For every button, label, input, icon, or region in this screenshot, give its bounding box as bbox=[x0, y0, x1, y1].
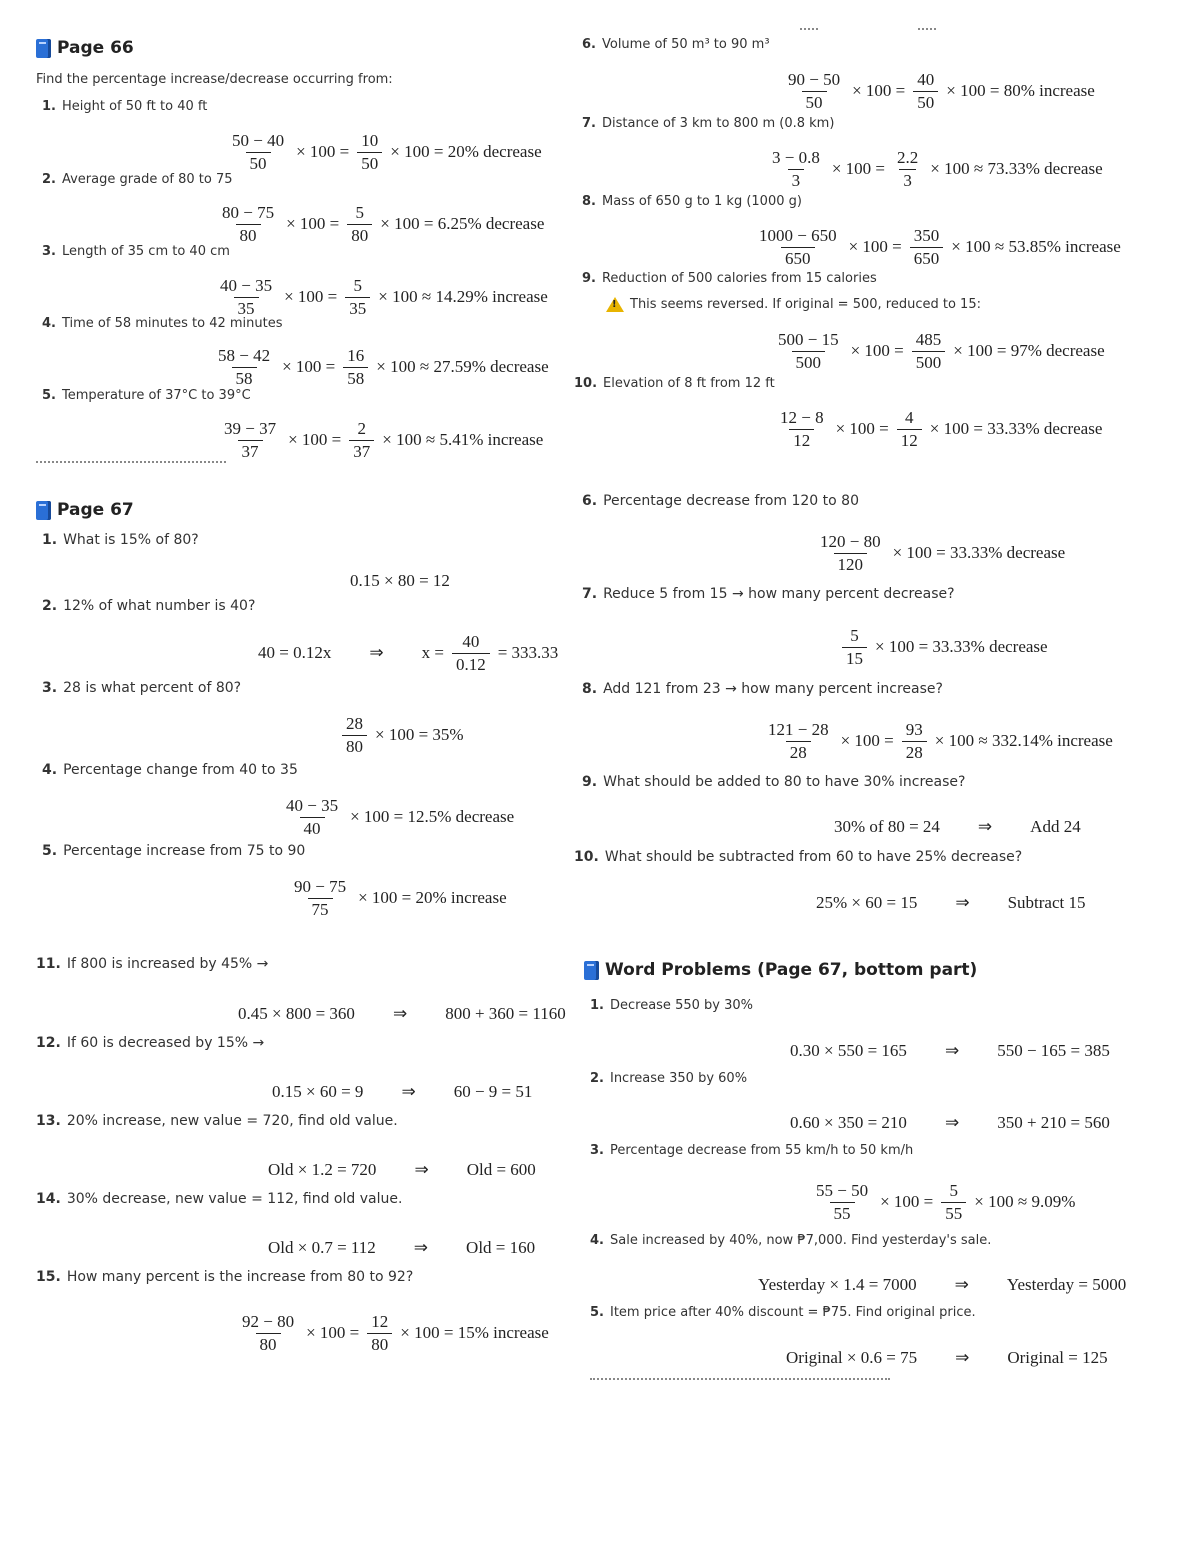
solution-equation: Yesterday × 1.4 = 7000 ⇒ Yesterday = 5000 bbox=[758, 1275, 1127, 1294]
question-item: 9. Reduction of 500 calories from 15 calories bbox=[582, 271, 877, 286]
question-item: 4. Percentage change from 40 to 35 bbox=[42, 762, 298, 778]
warning-icon bbox=[606, 297, 624, 312]
warning-note: ! This seems reversed. If original = 500, reduced to 15: bbox=[606, 297, 981, 312]
question-item: 6. Percentage decrease from 120 to 80 bbox=[582, 493, 859, 509]
solution-equation: 0.60 × 350 = 210 ⇒ 350 + 210 = 560 bbox=[790, 1113, 1110, 1132]
solution-equation: $\frac{90 - 75}{75}$ × 100 = 20% increase bbox=[294, 877, 507, 919]
book-icon bbox=[36, 501, 51, 520]
solution-equation: Old × 1.2 = 720 ⇒ Old = 600 bbox=[268, 1160, 536, 1179]
section-heading-page-67 bbox=[36, 500, 134, 520]
question-item: 3. Percentage decrease from 55 km/h to 50 km/h bbox=[590, 1143, 914, 1158]
question-item: 10. Elevation of 8 ft from 12 ft bbox=[574, 376, 775, 391]
solution-equation: 0.15 × 60 = 9 ⇒ 60 − 9 = 51 bbox=[272, 1082, 533, 1101]
question-item: 4. Time of 58 minutes to 42 minutes bbox=[42, 316, 283, 331]
book-icon bbox=[584, 961, 599, 980]
question-item: 5. Temperature of 37°C to 39°C bbox=[42, 388, 251, 403]
question-item: 6. Volume of 50 m³ to 90 m³ bbox=[582, 37, 770, 52]
question-item: 5. Percentage increase from 75 to 90 bbox=[42, 843, 306, 859]
question-item: 2. 12% of what number is 40? bbox=[42, 598, 256, 614]
solution-equation: $\frac{120 - 80}{120}$ × 100 = 33.33% decrease bbox=[820, 532, 1066, 574]
solution-equation: 30% of 80 = 24 ⇒ Add 24 bbox=[834, 817, 1081, 836]
cut-off-line bbox=[36, 461, 226, 463]
solution-equation: 0.15 × 80 = 12 bbox=[350, 571, 450, 590]
question-item: 12. If 60 is decreased by 15% → bbox=[36, 1035, 265, 1051]
solution-equation: $\frac{39 - 37}{37}$ × 100 = $\frac{2}{37}$ × 100 ≈ 5.41% increase bbox=[224, 419, 544, 461]
question-item: 14. 30% decrease, new value = 112, find old value. bbox=[36, 1191, 403, 1207]
book-icon bbox=[36, 39, 51, 58]
question-item: 3. Length of 35 cm to 40 cm bbox=[42, 244, 230, 259]
solution-equation: $\frac{28}{80}$ × 100 = 35% bbox=[342, 714, 464, 756]
section-title: Word Problems (Page 67, bottom part) bbox=[605, 960, 978, 980]
solution-equation: $\frac{58 - 42}{58}$ × 100 = $\frac{16}{58}$ × 100 ≈ 27.59% decrease bbox=[218, 346, 549, 388]
solution-equation: $\frac{80 - 75}{80}$ × 100 = $\frac{5}{80}$ × 100 = 6.25% decrease bbox=[222, 203, 545, 245]
question-item: 11. If 800 is increased by 45% → bbox=[36, 956, 269, 972]
question-item: 13. 20% increase, new value = 720, find old value. bbox=[36, 1113, 398, 1129]
question-item: 5. Item price after 40% discount = ₱75. Find original price. bbox=[590, 1305, 976, 1320]
question-item: 1. What is 15% of 80? bbox=[42, 532, 199, 548]
solution-equation: $\frac{500 - 15}{500}$ × 100 = $\frac{485}{500}$ × 100 = 97% decrease bbox=[778, 330, 1105, 372]
solution-equation: $\frac{90 - 50}{50}$ × 100 = $\frac{40}{50}$ × 100 = 80% increase bbox=[788, 70, 1095, 112]
solution-equation: Old × 0.7 = 112 ⇒ Old = 160 bbox=[268, 1238, 536, 1257]
cut-off-line bbox=[800, 28, 818, 30]
section-title: Page 67 bbox=[57, 500, 134, 520]
solution-equation: $\frac{3 - 0.8}{3}$ × 100 = $\frac{2.2}{3}$ × 100 ≈ 73.33% decrease bbox=[772, 148, 1103, 190]
cut-off-line bbox=[918, 28, 936, 30]
solution-equation: $\frac{5}{15}$ × 100 = 33.33% decrease bbox=[842, 626, 1048, 668]
solution-equation: $\frac{50 - 40}{50}$ × 100 = $\frac{10}{50}$ × 100 = 20% decrease bbox=[232, 131, 542, 173]
question-item: 15. How many percent is the increase from 80 to 92? bbox=[36, 1269, 414, 1285]
solution-equation: $\frac{40 - 35}{35}$ × 100 = $\frac{5}{35}$ × 100 ≈ 14.29% increase bbox=[220, 276, 548, 318]
question-item: 1. Height of 50 ft to 40 ft bbox=[42, 99, 208, 114]
question-item: 2. Increase 350 by 60% bbox=[590, 1071, 748, 1086]
solution-equation: $\frac{1000 - 650}{650}$ × 100 = $\frac{350}{650}$ × 100 ≈ 53.85% increase bbox=[759, 226, 1121, 268]
solution-equation: $\frac{12 - 8}{12}$ × 100 = $\frac{4}{12}$ × 100 = 33.33% decrease bbox=[780, 408, 1103, 450]
section-title: Page 66 bbox=[57, 38, 134, 58]
question-item: 7. Distance of 3 km to 800 m (0.8 km) bbox=[582, 116, 835, 131]
section-heading-word-problems bbox=[584, 960, 977, 980]
solution-equation: Original × 0.6 = 75 ⇒ Original = 125 bbox=[786, 1348, 1108, 1367]
solution-equation: 0.45 × 800 = 360 ⇒ 800 + 360 = 1160 bbox=[238, 1004, 566, 1023]
solution-equation: 25% × 60 = 15 ⇒ Subtract 15 bbox=[816, 893, 1086, 912]
question-item: 1. Decrease 550 by 30% bbox=[590, 998, 753, 1013]
solution-equation: $\frac{92 - 80}{80}$ × 100 = $\frac{12}{80}$ × 100 = 15% increase bbox=[242, 1312, 549, 1354]
question-item: 10. What should be subtracted from 60 to have 25% decrease? bbox=[574, 849, 1023, 865]
question-item: 8. Mass of 650 g to 1 kg (1000 g) bbox=[582, 194, 802, 209]
solution-equation: 0.30 × 550 = 165 ⇒ 550 − 165 = 385 bbox=[790, 1041, 1110, 1060]
solution-equation: $\frac{55 - 50}{55}$ × 100 = $\frac{5}{55}$ × 100 ≈ 9.09% bbox=[816, 1181, 1076, 1223]
solution-equation: $\frac{40 - 35}{40}$ × 100 = 12.5% decrease bbox=[286, 796, 515, 838]
solution-equation: 40 = 0.12x ⇒ x = $\frac{40}{0.12}$ = 333.33 bbox=[258, 632, 559, 674]
instructions-text: Find the percentage increase/decrease occurring from: bbox=[36, 72, 393, 87]
question-item: 4. Sale increased by 40%, now ₱7,000. Find yesterday's sale. bbox=[590, 1233, 992, 1248]
solution-equation: $\frac{121 - 28}{28}$ × 100 = $\frac{93}{28}$ × 100 ≈ 332.14% increase bbox=[768, 720, 1113, 762]
question-item: 9. What should be added to 80 to have 30% increase? bbox=[582, 774, 966, 790]
cut-off-line bbox=[590, 1378, 890, 1380]
question-item: 2. Average grade of 80 to 75 bbox=[42, 172, 233, 187]
section-heading-page-66 bbox=[36, 38, 134, 58]
question-item: 3. 28 is what percent of 80? bbox=[42, 680, 242, 696]
question-item: 7. Reduce 5 from 15 → how many percent decrease? bbox=[582, 586, 955, 602]
question-item: 8. Add 121 from 23 → how many percent increase? bbox=[582, 681, 943, 697]
